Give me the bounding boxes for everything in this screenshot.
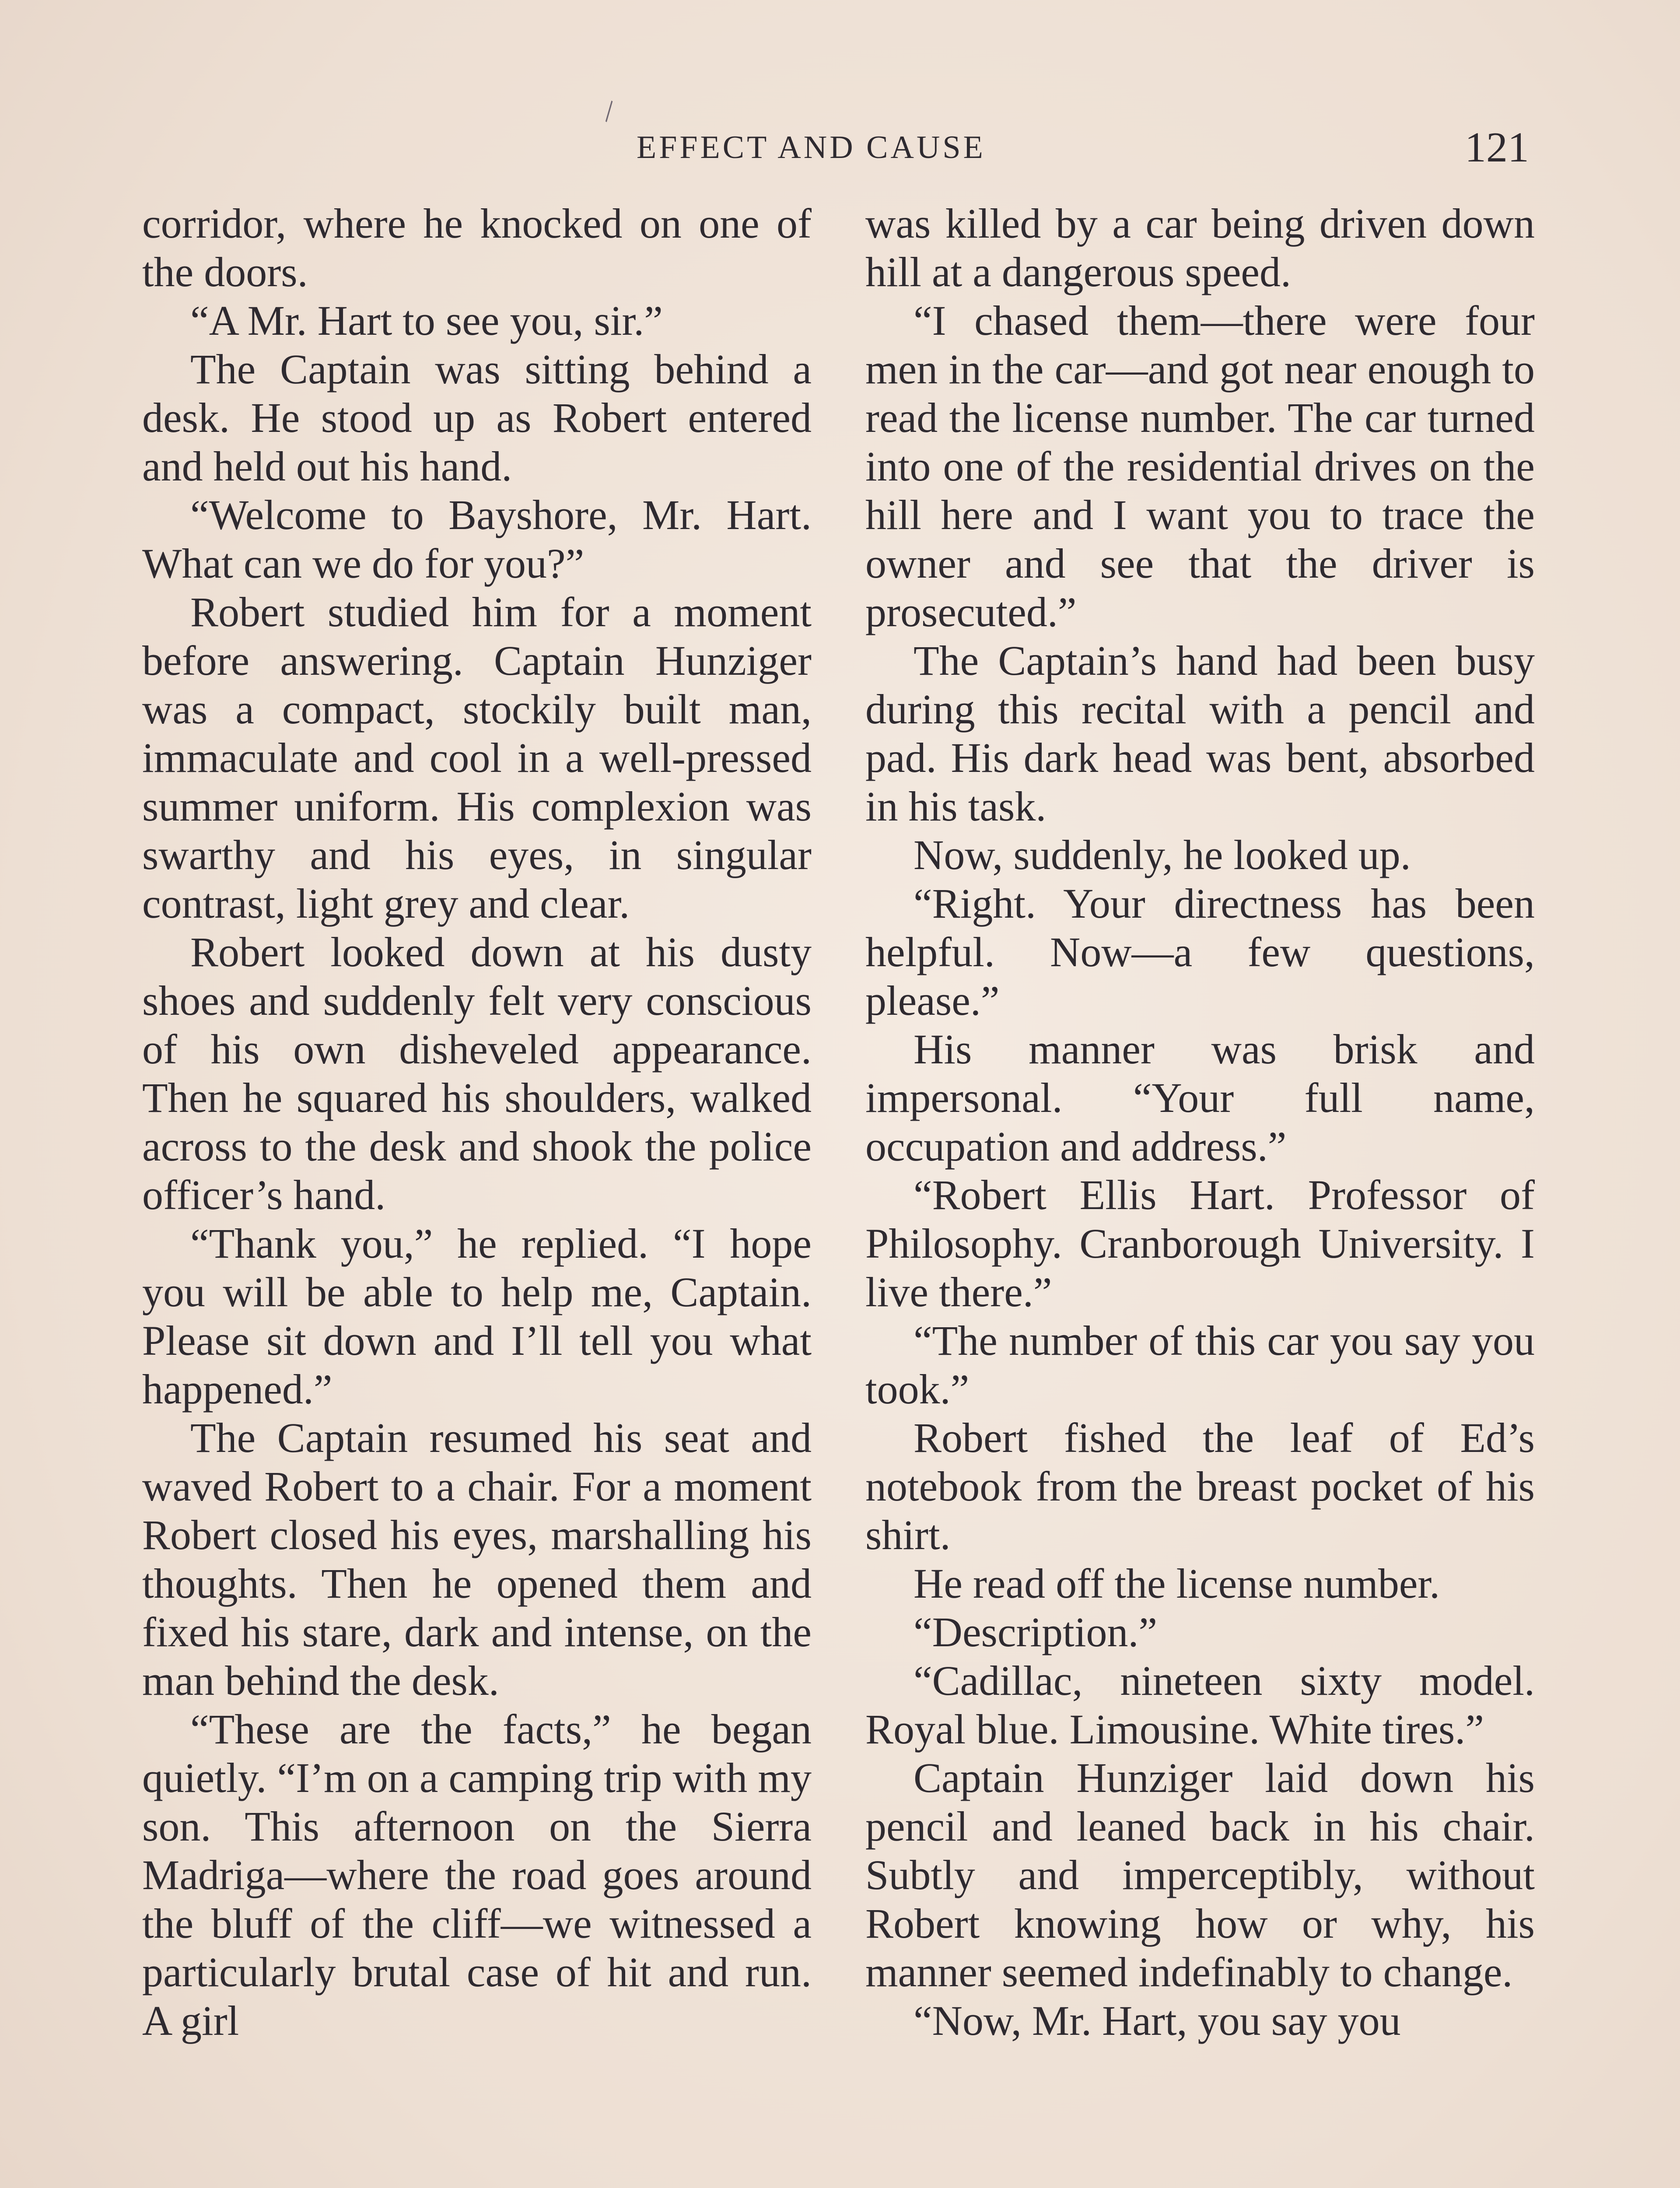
paragraph: “Thank you,” he replied. “I hope you will be able to help me, Captain. Please sit down and I’ll tell you what happened.” [142,1220,812,1413]
paragraph: Robert studied him for a moment before answering. Captain Hunziger was a compact, stockily built man, immaculate and cool in a well-pressed summer uniform. His complexion was swarthy and his eyes, in singular contrast, light grey and clear. [142,589,812,927]
paragraph: Now, suddenly, he looked up. [914,831,1411,878]
page-number: 121 [1465,124,1529,171]
paragraph: “I chased them—there were four men in the car—and got near enough to read the license number. The car turned into one of the residential drives on the hill here and I want you to trace the owner and see that the driver is prosecuted.” [865,297,1535,635]
paragraph: His manner was brisk and impersonal. “Your full name, occupation and address.” [865,1026,1535,1170]
paragraph: “Description.” [914,1609,1158,1655]
paragraph: Captain Hunziger laid down his pencil and leaned back in his chair. Subtly and imperceptibly, without Robert knowing how or why, his manner seemed indefinably to change. [865,1754,1535,1995]
paragraph: “The number of this car you say you took.” [865,1317,1535,1413]
paragraph: The Captain resumed his seat and waved Robert to a chair. For a moment Robert closed his eyes, marshalling his thoughts. Then he opened them and fixed his stare, dark and intense, on the man behind the desk. [142,1414,812,1704]
paragraph: Robert looked down at his dusty shoes and suddenly felt very conscious of his own disheveled appearance. Then he squared his shoulders, walked across to the desk and shook the police officer’s hand. [142,929,812,1218]
running-head: EFFECT AND CAUSE [637,130,986,165]
paragraph: was killed by a car being driven down hill at a dangerous speed. [865,200,1535,295]
paragraph: “Welcome to Bayshore, Mr. Hart. What can we do for you?” [142,491,812,587]
paragraph: “These are the facts,” he began quietly. “I’m on a camping trip with my son. This afternoon on the Sierra Madriga—where the road goes around the bluff of the cliff—we witnessed a particularly brutal case of hit and run. A girl [142,1706,812,2044]
paragraph: “Now, Mr. Hart, you say you [914,1997,1401,2044]
paragraph: The Captain’s hand had been busy during this recital with a pencil and pad. His dark head was bent, absorbed in his task. [865,637,1535,830]
paragraph: Robert fished the leaf of Ed’s notebook from the breast pocket of his shirt. [865,1414,1535,1558]
paragraph: “Cadillac, nineteen sixty model. Royal blue. Limousine. White tires.” [865,1657,1535,1753]
paragraph: He read off the license number. [914,1560,1440,1607]
text-column-right [865,199,1535,2045]
paragraph: corridor, where he knocked on one of the doors. [142,200,812,295]
paragraph: “A Mr. Hart to see you, sir.” [190,297,663,344]
pencil-mark: \ [595,95,623,128]
text-column-left [142,199,812,2045]
paragraph: The Captain was sitting behind a desk. He stood up as Robert entered and held out his hand. [142,346,812,490]
paragraph: “Right. Your directness has been helpful. Now—a few questions, please.” [865,880,1535,1024]
paragraph: “Robert Ellis Hart. Professor of Philosophy. Cranborough University. I live there.” [865,1171,1535,1315]
